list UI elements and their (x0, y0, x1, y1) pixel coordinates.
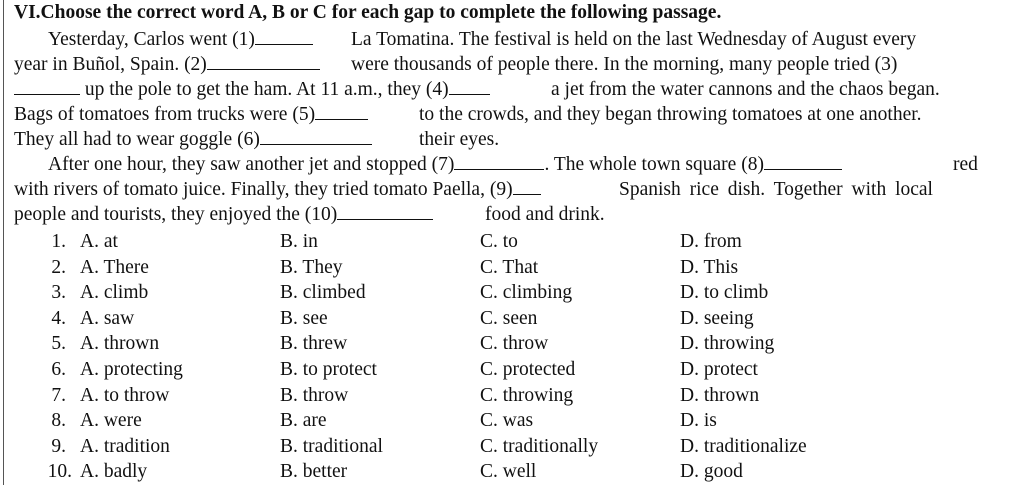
gap-8[interactable] (764, 153, 842, 170)
passage-line-5b: their eyes. (419, 129, 500, 150)
gap-7[interactable] (454, 153, 544, 170)
passage-text: people and tourists, they enjoyed the (10) (14, 204, 338, 225)
option-c[interactable]: C. protected (480, 358, 576, 380)
question-number: 6. (51, 358, 66, 380)
option-c[interactable]: C. was (480, 410, 534, 432)
gap-3[interactable] (14, 78, 80, 95)
option-row-3 (0, 280, 1024, 306)
option-a[interactable]: A. tradition (80, 435, 170, 457)
passage-line-1b: La Tomatina. The festival is held on the last Wednesday of August every (351, 29, 917, 50)
passage-line-6c: red (953, 154, 978, 175)
option-b[interactable]: B. better (280, 461, 348, 483)
option-c[interactable]: C. seen (480, 307, 538, 329)
option-c[interactable]: C. That (480, 256, 539, 278)
question-number: 4. (51, 307, 66, 329)
option-b[interactable]: B. climbed (280, 282, 366, 304)
passage-line-1 (48, 28, 313, 52)
option-b[interactable]: B. threw (280, 333, 348, 355)
gap-2[interactable] (207, 53, 320, 70)
gap-4[interactable] (449, 78, 490, 95)
passage-line-2b: were thousands of people there. In the morning, many people tried (3) (351, 54, 898, 75)
option-d[interactable]: D. from (680, 231, 742, 252)
option-d[interactable]: D. good (680, 461, 743, 483)
question-number: 10. (47, 461, 72, 483)
option-b[interactable]: B. see (280, 307, 328, 329)
option-d[interactable]: D. throwing (680, 333, 775, 355)
question-number: 8. (51, 410, 66, 432)
option-row-4 (0, 306, 1024, 332)
gap-10[interactable] (337, 203, 433, 220)
option-d[interactable]: D. is (680, 410, 717, 432)
gap-9[interactable] (513, 178, 541, 195)
passage-text: Bags of tomatoes from trucks were (5) (14, 104, 316, 125)
option-row-10 (0, 459, 1024, 485)
passage-text: with rivers of tomato juice. Finally, they tried tomato Paella, (9) (14, 179, 513, 200)
passage-line-3 (14, 78, 490, 102)
passage-line-7 (14, 178, 541, 202)
gap-6[interactable] (260, 128, 372, 145)
option-a[interactable]: A. climb (80, 282, 149, 304)
option-c[interactable]: C. well (480, 461, 537, 483)
option-row-9 (0, 434, 1024, 460)
option-row-8 (0, 408, 1024, 434)
gap-5[interactable] (315, 103, 368, 120)
passage-line-6 (48, 153, 842, 177)
options-list (0, 229, 1024, 485)
option-c[interactable]: C. traditionally (480, 435, 599, 457)
passage-text: up the pole to get the ham. At 11 a.m., they (4) (84, 79, 449, 100)
question-number: 1. (51, 231, 66, 252)
passage-line-5 (14, 128, 372, 152)
option-d[interactable]: D. thrown (680, 384, 760, 406)
exercise-title: VI.Choose the correct word A, B or C for each gap to complete the following passage. (14, 2, 722, 23)
option-a[interactable]: A. There (80, 256, 149, 278)
passage-line-8b: food and drink. (485, 204, 605, 225)
passage-line-7b: Spanish rice dish. Together with local (619, 179, 933, 200)
option-d[interactable]: D. seeing (680, 307, 754, 329)
passage-text: year in Buñol, Spain. (2) (14, 54, 207, 75)
option-b[interactable]: B. are (280, 410, 327, 432)
gap-1[interactable] (255, 28, 313, 45)
passage-line-2 (14, 53, 320, 77)
option-b[interactable]: B. in (280, 231, 318, 252)
option-c[interactable]: C. throw (480, 333, 549, 355)
option-b[interactable]: B. throw (280, 384, 349, 406)
option-d[interactable]: D. to climb (680, 282, 769, 304)
option-b[interactable]: B. They (280, 256, 343, 278)
option-b[interactable]: B. to protect (280, 358, 377, 380)
option-d[interactable]: D. This (680, 256, 739, 278)
passage-text: Yesterday, Carlos went (1) (48, 29, 255, 50)
question-number: 5. (51, 333, 66, 355)
question-number: 7. (51, 384, 66, 406)
passage-line-3b: a jet from the water cannons and the chaos began. (551, 79, 940, 100)
option-c[interactable]: C. climbing (480, 282, 573, 304)
passage-line-4b: to the crowds, and they began throwing tomatoes at one another. (419, 104, 922, 125)
question-number: 9. (51, 435, 66, 457)
question-number: 3. (51, 282, 66, 304)
option-a[interactable]: A. at (80, 231, 118, 252)
question-number: 2. (51, 256, 66, 278)
option-d[interactable]: D. protect (680, 358, 758, 380)
option-a[interactable]: A. thrown (80, 333, 160, 355)
option-a[interactable]: A. were (80, 410, 142, 432)
option-b[interactable]: B. traditional (280, 435, 383, 457)
option-a[interactable]: A. to throw (80, 384, 170, 406)
option-a[interactable]: A. protecting (80, 358, 183, 380)
option-row-1 (0, 229, 1024, 255)
option-row-2 (0, 255, 1024, 281)
passage-line-4 (14, 103, 368, 127)
passage-text: They all had to wear goggle (6) (14, 129, 260, 150)
option-c[interactable]: C. throwing (480, 384, 574, 406)
option-a[interactable]: A. badly (80, 461, 148, 483)
option-row-6 (0, 357, 1024, 383)
option-a[interactable]: A. saw (80, 307, 135, 329)
option-d[interactable]: D. traditionalize (680, 435, 807, 457)
option-c[interactable]: C. to (480, 231, 518, 252)
option-row-5 (0, 331, 1024, 357)
passage-text: After one hour, they saw another jet and stopped (7) (48, 154, 455, 175)
option-row-7 (0, 383, 1024, 409)
passage-line-8 (14, 203, 433, 227)
passage-text: . The whole town square (8) (544, 154, 764, 175)
